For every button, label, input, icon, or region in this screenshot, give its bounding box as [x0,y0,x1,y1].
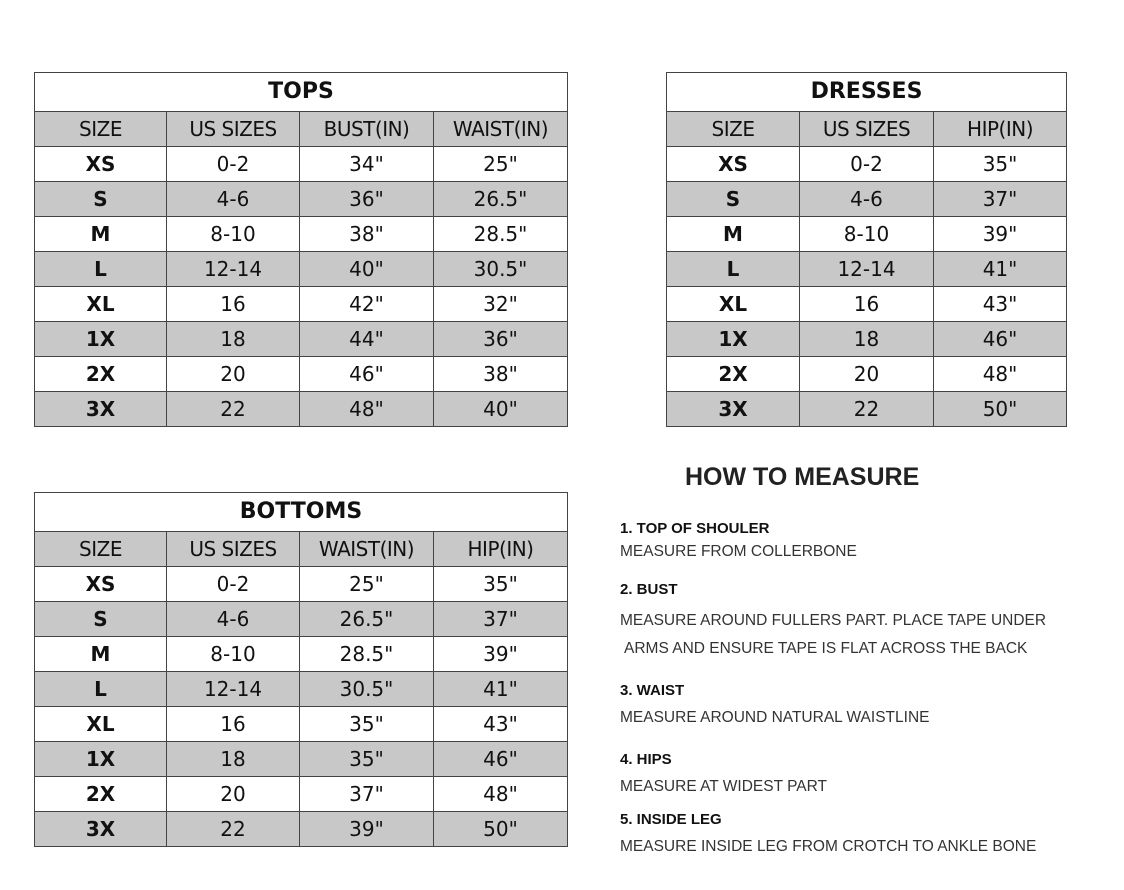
bust-cell: 34" [300,147,434,182]
size-cell: L [667,252,800,287]
waist-cell: 28.5" [300,637,434,672]
table-row [35,602,568,637]
us-size-cell: 12-14 [167,252,300,287]
table-row [35,217,568,252]
size-cell: M [35,217,167,252]
waist-cell: 39" [300,812,434,847]
size-cell: 2X [35,777,167,812]
column-header-hip: HIP(IN) [434,532,568,567]
us-size-cell: 16 [800,287,934,322]
column-header-us-sizes: US SIZES [167,532,300,567]
bust-cell: 42" [300,287,434,322]
size-cell: 2X [667,357,800,392]
column-header-waist: WAIST(IN) [300,532,434,567]
size-cell: S [35,602,167,637]
step-heading: 1. TOP OF SHOULER [620,520,770,537]
us-size-cell: 8-10 [800,217,934,252]
waist-cell: 28.5" [434,217,568,252]
us-size-cell: 16 [167,287,300,322]
table-row [35,392,568,427]
size-cell: XS [667,147,800,182]
size-cell: L [35,672,167,707]
waist-cell: 26.5" [300,602,434,637]
us-size-cell: 20 [167,777,300,812]
step-heading: 4. HIPS [620,751,672,768]
column-header-size: SIZE [667,112,800,147]
size-cell: M [35,637,167,672]
table-row [667,287,1067,322]
step-instruction: MEASURE INSIDE LEG FROM CROTCH TO ANKLE BONE [620,838,1037,855]
bust-cell: 40" [300,252,434,287]
us-size-cell: 0-2 [167,147,300,182]
size-cell: 1X [35,322,167,357]
hip-cell: 39" [934,217,1067,252]
waist-cell: 38" [434,357,568,392]
column-header-bust: BUST(IN) [300,112,434,147]
table-row [667,322,1067,357]
table-row [35,287,568,322]
size-cell: 3X [35,812,167,847]
table-row [667,252,1067,287]
table-row [35,147,568,182]
step-heading: 5. INSIDE LEG [620,811,722,828]
bust-cell: 46" [300,357,434,392]
size-cell: XS [35,567,167,602]
column-header-size: SIZE [35,112,167,147]
us-size-cell: 16 [167,707,300,742]
table-row [35,777,568,812]
table-row [35,707,568,742]
column-header-size: SIZE [35,532,167,567]
size-cell: XS [35,147,167,182]
waist-cell: 35" [300,707,434,742]
size-cell: 3X [667,392,800,427]
bottoms-size-table [34,492,568,847]
us-size-cell: 18 [167,322,300,357]
bust-cell: 44" [300,322,434,357]
hip-cell: 35" [934,147,1067,182]
hip-cell: 46" [934,322,1067,357]
waist-cell: 37" [300,777,434,812]
us-size-cell: 4-6 [167,602,300,637]
bottoms-table-title: BOTTOMS [35,493,568,532]
us-size-cell: 8-10 [167,217,300,252]
waist-cell: 25" [300,567,434,602]
step-heading: 3. WAIST [620,682,685,699]
hip-cell: 41" [434,672,568,707]
measure-step-shoulder [620,520,857,561]
size-cell: 3X [35,392,167,427]
hip-cell: 43" [934,287,1067,322]
bust-cell: 36" [300,182,434,217]
size-cell: XL [667,287,800,322]
table-row [35,742,568,777]
waist-cell: 26.5" [434,182,568,217]
table-row [35,567,568,602]
us-size-cell: 22 [800,392,934,427]
tops-table-title: TOPS [35,73,568,112]
step-instruction: MEASURE AROUND FULLERS PART. PLACE TAPE UNDER [620,612,1047,629]
table-row [35,182,568,217]
hip-cell: 39" [434,637,568,672]
hip-cell: 50" [434,812,568,847]
waist-cell: 30.5" [434,252,568,287]
step-instruction: MEASURE AROUND NATURAL WAISTLINE [620,709,930,726]
size-cell: S [667,182,800,217]
step-instruction: ARMS AND ENSURE TAPE IS FLAT ACROSS THE BACK [624,640,1028,657]
hip-cell: 35" [434,567,568,602]
measure-step-hips [620,751,827,796]
us-size-cell: 0-2 [800,147,934,182]
hip-cell: 48" [934,357,1067,392]
us-size-cell: 18 [800,322,934,357]
column-header-hip: HIP(IN) [934,112,1067,147]
column-header-us-sizes: US SIZES [800,112,934,147]
bust-cell: 38" [300,217,434,252]
table-row [35,812,568,847]
table-row [667,147,1067,182]
table-row [35,252,568,287]
measure-step-waist [620,682,929,727]
us-size-cell: 4-6 [800,182,934,217]
us-size-cell: 22 [167,392,300,427]
waist-cell: 32" [434,287,568,322]
hip-cell: 41" [934,252,1067,287]
hip-cell: 37" [934,182,1067,217]
waist-cell: 40" [434,392,568,427]
table-row [667,392,1067,427]
table-row [35,322,568,357]
size-cell: XL [35,287,167,322]
table-row [667,357,1067,392]
dresses-table-title: DRESSES [667,73,1067,112]
step-heading: 2. BUST [620,581,678,598]
waist-cell: 36" [434,322,568,357]
us-size-cell: 12-14 [167,672,300,707]
waist-cell: 35" [300,742,434,777]
size-cell: 1X [667,322,800,357]
us-size-cell: 4-6 [167,182,300,217]
measure-step-bust [620,581,1046,658]
size-cell: L [35,252,167,287]
measure-step-inside-leg [620,811,1036,856]
size-cell: 1X [35,742,167,777]
hip-cell: 46" [434,742,568,777]
size-cell: XL [35,707,167,742]
hip-cell: 37" [434,602,568,637]
hip-cell: 50" [934,392,1067,427]
column-header-waist: WAIST(IN) [434,112,568,147]
column-header-us-sizes: US SIZES [167,112,300,147]
us-size-cell: 0-2 [167,567,300,602]
us-size-cell: 8-10 [167,637,300,672]
table-row [35,357,568,392]
dresses-size-table [666,72,1067,427]
waist-cell: 30.5" [300,672,434,707]
hip-cell: 48" [434,777,568,812]
size-cell: S [35,182,167,217]
step-instruction: MEASURE FROM COLLERBONE [620,543,857,560]
us-size-cell: 20 [800,357,934,392]
size-cell: M [667,217,800,252]
us-size-cell: 20 [167,357,300,392]
table-row [35,672,568,707]
how-to-measure-title: HOW TO MEASURE [685,463,920,491]
bust-cell: 48" [300,392,434,427]
table-row [667,217,1067,252]
us-size-cell: 12-14 [800,252,934,287]
waist-cell: 25" [434,147,568,182]
tops-size-table [34,72,568,427]
table-row [35,637,568,672]
table-row [667,182,1067,217]
us-size-cell: 22 [167,812,300,847]
hip-cell: 43" [434,707,568,742]
us-size-cell: 18 [167,742,300,777]
size-cell: 2X [35,357,167,392]
step-instruction: MEASURE AT WIDEST PART [620,778,827,795]
